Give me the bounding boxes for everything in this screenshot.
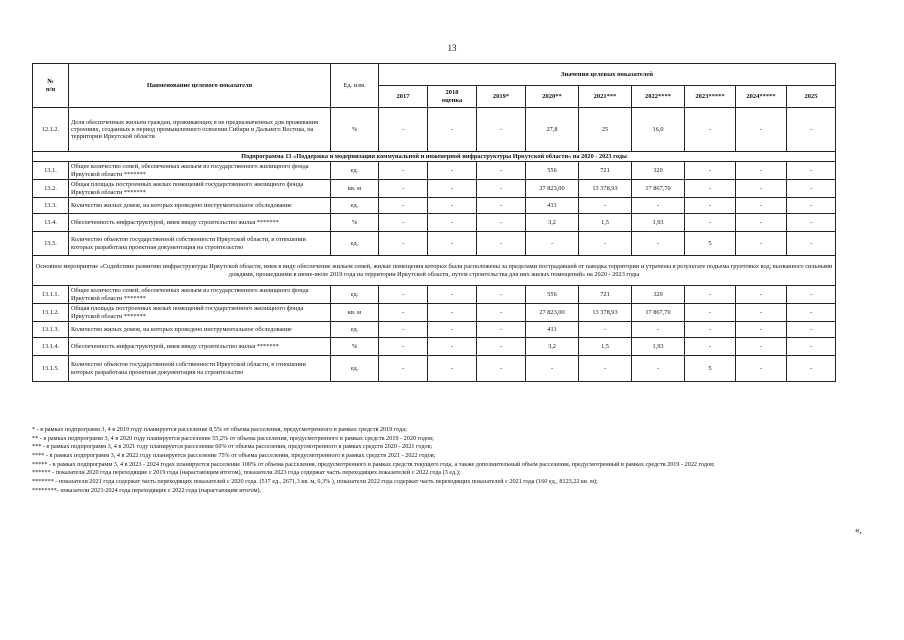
row-value: - bbox=[685, 198, 736, 214]
row-value: - bbox=[736, 286, 787, 304]
row-unit: ед. bbox=[331, 232, 379, 256]
table-row bbox=[33, 304, 836, 322]
row-value: - bbox=[428, 180, 477, 198]
header-year: 2018 оценка bbox=[428, 86, 477, 108]
row-value: - bbox=[526, 356, 579, 382]
row-value: - bbox=[477, 304, 526, 322]
header-year: 2021*** bbox=[579, 86, 632, 108]
footnote: ********- показатели 2023-2024 года переходящие с 2022 года (нарастающим итогом). bbox=[32, 486, 262, 494]
row-value: - bbox=[685, 214, 736, 232]
row-unit: % bbox=[331, 214, 379, 232]
row-value: 27 823,00 bbox=[526, 304, 579, 322]
header-unit: Ед. изм. bbox=[331, 64, 379, 108]
row-unit: % bbox=[331, 108, 379, 152]
row-value: - bbox=[685, 108, 736, 152]
row-value: 3,2 bbox=[526, 214, 579, 232]
row-value: 25 bbox=[579, 108, 632, 152]
row-value: - bbox=[787, 286, 836, 304]
table-row bbox=[33, 180, 836, 198]
row-name: Общее количество семей, обеспеченных жильем из государственного жилищного фонда Иркутской области ******* bbox=[69, 162, 331, 180]
footnote: ** - в рамках подпрограмм 3, 4 в 2020 году планируется расселение 55,2% от объема расселения, предусмотренного в рамках средств 2019 - 2020 годов; bbox=[32, 434, 434, 442]
corner-mark: «, bbox=[855, 525, 862, 535]
row-value: - bbox=[632, 356, 685, 382]
row-value: 17 867,70 bbox=[632, 304, 685, 322]
row-value: - bbox=[736, 162, 787, 180]
row-value: - bbox=[477, 162, 526, 180]
row-value: - bbox=[477, 338, 526, 356]
row-value: - bbox=[579, 198, 632, 214]
row-value: - bbox=[632, 198, 685, 214]
row-name: Количество объектов государственной собственности Иркутской области, в отношении которых разработана проектная документация на строительство bbox=[69, 356, 331, 382]
row-value: 17 867,70 bbox=[632, 180, 685, 198]
header-year: 2017 bbox=[379, 86, 428, 108]
row-name: Доля обеспеченных жильем граждан, проживающих в не предназначенных для проживания строениях, созданных в период промышленного освоения Сибири и Дальнего Востока, на территории Иркутской области bbox=[69, 108, 331, 152]
row-value: - bbox=[685, 162, 736, 180]
row-value: - bbox=[632, 322, 685, 338]
row-value: 556 bbox=[526, 162, 579, 180]
row-value: - bbox=[379, 232, 428, 256]
row-name: Общая площадь построенных жилых помещений государственного жилищного фонда Иркутской области ******* bbox=[69, 304, 331, 322]
footnote: * - в рамках подпрограмм 3, 4 в 2019 году планируется расселение 8,5% от объема расселения, предусмотренного в рамках средств 2019 года; bbox=[32, 426, 407, 433]
row-unit: кв. м bbox=[331, 304, 379, 322]
row-value: 320 bbox=[632, 162, 685, 180]
row-value: 1,5 bbox=[579, 338, 632, 356]
row-value: - bbox=[379, 356, 428, 382]
row-value: - bbox=[428, 322, 477, 338]
header-num: № п/п bbox=[33, 64, 69, 108]
row-name: Общее количество семей, обеспеченных жильем из государственного жилищного фонда Иркутской области ******* bbox=[69, 286, 331, 304]
row-value: 320 bbox=[632, 286, 685, 304]
row-value: - bbox=[379, 338, 428, 356]
row-value: 27 823,00 bbox=[526, 180, 579, 198]
row-value: 27,8 bbox=[526, 108, 579, 152]
row-unit: ед. bbox=[331, 286, 379, 304]
footnote: ****** - показатели 2020 года переходящие с 2019 года (нарастающим итогом), показатели 2023 года содержат часть переходящих показателей с 2022 года (3 ед.); bbox=[32, 469, 461, 477]
row-value: - bbox=[787, 214, 836, 232]
row-value: - bbox=[428, 356, 477, 382]
row-unit: ед. bbox=[331, 198, 379, 214]
row-value: - bbox=[379, 322, 428, 338]
footnote: ******* - показатели 2021 года содержат часть переходящих показателей с 2020 года. (517 ед., 2671,3 кв. м, 0,3% ), показатели 2022 года содержат часть переходящих показателей с 2021 года (160 ед., 8123,22 кв. м); bbox=[32, 478, 598, 486]
table-row bbox=[33, 286, 836, 304]
row-unit: кв. м bbox=[331, 180, 379, 198]
row-value: - bbox=[428, 198, 477, 214]
row-value: - bbox=[379, 198, 428, 214]
row-value: - bbox=[379, 162, 428, 180]
row-value: - bbox=[736, 304, 787, 322]
row-value: - bbox=[685, 322, 736, 338]
row-name: Количество объектов государственной собственности Иркутской области, в отношении которых разработана проектная документация на строительство bbox=[69, 232, 331, 256]
table-row bbox=[33, 356, 836, 382]
row-unit: ед. bbox=[331, 322, 379, 338]
row-value: 1,5 bbox=[579, 214, 632, 232]
header-year: 2023***** bbox=[685, 86, 736, 108]
table-row bbox=[33, 322, 836, 338]
row-value: - bbox=[685, 304, 736, 322]
row-value: - bbox=[736, 338, 787, 356]
row-value: - bbox=[736, 180, 787, 198]
table-row bbox=[33, 338, 836, 356]
footnote: **** - в рамках подпрограмм 3, 4 в 2022 году планируется расселение 75% от объема расселения, предусмотренного в рамках средств 2021 - 2022 годов; bbox=[32, 452, 436, 460]
row-value: - bbox=[632, 232, 685, 256]
row-value: - bbox=[787, 232, 836, 256]
row-value: 721 bbox=[579, 286, 632, 304]
row-value: - bbox=[736, 232, 787, 256]
row-name: Общая площадь построенных жилых помещений государственного жилищного фонда Иркутской области ******* bbox=[69, 180, 331, 198]
row-num: 13.3. bbox=[33, 198, 69, 214]
row-name: Обеспеченность инфраструктурой, имея ввиду строительство жилья ******* bbox=[69, 214, 331, 232]
header-year: 2022**** bbox=[632, 86, 685, 108]
row-value: - bbox=[579, 232, 632, 256]
row-value: - bbox=[579, 356, 632, 382]
row-value: 721 bbox=[579, 162, 632, 180]
row-value: 411 bbox=[526, 198, 579, 214]
header-year: 2025 bbox=[787, 86, 836, 108]
target-indicators-table bbox=[32, 63, 836, 382]
row-value: - bbox=[579, 322, 632, 338]
row-value: - bbox=[787, 180, 836, 198]
row-value: - bbox=[428, 162, 477, 180]
row-value: - bbox=[477, 180, 526, 198]
row-value: - bbox=[379, 304, 428, 322]
page-number: 13 bbox=[447, 43, 457, 53]
row-value: - bbox=[787, 338, 836, 356]
row-value: - bbox=[526, 232, 579, 256]
row-unit: % bbox=[331, 338, 379, 356]
row-value: - bbox=[736, 356, 787, 382]
row-value: - bbox=[379, 286, 428, 304]
row-value: - bbox=[685, 180, 736, 198]
row-value: - bbox=[477, 214, 526, 232]
header-values: Значения целевых показателей bbox=[379, 64, 836, 86]
row-name: Обеспеченность инфраструктурой, имея ввиду строительство жилья ******* bbox=[69, 338, 331, 356]
row-value: - bbox=[428, 108, 477, 152]
measure-title: Основное мероприятие «Содействие развитию инфраструктуры Иркутской области, имея в виду обеспечение жильем семей, жилые помещения которых были расположены за пределами пострадавшей от паводка территории и утрачены в результате подъема грунтовых вод, вызванного сильными дождями, прошедшими в июне-июле 2019 года на территории Иркутской области, путем строительства для них жилых помещений» на 2020 - 2023 годы bbox=[33, 256, 836, 286]
row-num: 13.1.2. bbox=[33, 304, 69, 322]
row-num: 13.1. bbox=[33, 162, 69, 180]
row-value: - bbox=[428, 286, 477, 304]
row-num: 13.1.4. bbox=[33, 338, 69, 356]
row-value: - bbox=[787, 162, 836, 180]
row-num: 12.1.2. bbox=[33, 108, 69, 152]
row-value: - bbox=[477, 198, 526, 214]
row-num: 13.1.1. bbox=[33, 286, 69, 304]
table-row bbox=[33, 214, 836, 232]
row-value: 1,93 bbox=[632, 214, 685, 232]
row-num: 13.4. bbox=[33, 214, 69, 232]
table-row bbox=[33, 232, 836, 256]
row-value: - bbox=[428, 304, 477, 322]
row-value: 16,0 bbox=[632, 108, 685, 152]
row-value: - bbox=[428, 338, 477, 356]
row-num: 13.5. bbox=[33, 232, 69, 256]
row-value: - bbox=[787, 108, 836, 152]
row-value: 5 bbox=[685, 356, 736, 382]
row-value: - bbox=[477, 322, 526, 338]
row-value: - bbox=[477, 108, 526, 152]
row-value: 3,2 bbox=[526, 338, 579, 356]
row-value: - bbox=[736, 322, 787, 338]
row-value: 411 bbox=[526, 322, 579, 338]
row-value: - bbox=[787, 304, 836, 322]
row-value: - bbox=[736, 198, 787, 214]
row-value: - bbox=[379, 180, 428, 198]
header-year: 2020** bbox=[526, 86, 579, 108]
row-value: - bbox=[736, 108, 787, 152]
footnotes bbox=[32, 426, 857, 495]
row-name: Количество жилых домов, на которых проведено инструментальное обследование bbox=[69, 198, 331, 214]
row-value: - bbox=[477, 356, 526, 382]
table-row bbox=[33, 108, 836, 152]
row-value: - bbox=[787, 198, 836, 214]
row-value: - bbox=[477, 286, 526, 304]
table-row bbox=[33, 198, 836, 214]
row-num: 13.1.3. bbox=[33, 322, 69, 338]
header-year: 2024***** bbox=[736, 86, 787, 108]
row-name: Количество жилых домов, на которых проведено инструментальное обследование bbox=[69, 322, 331, 338]
row-value: - bbox=[787, 356, 836, 382]
row-value: 556 bbox=[526, 286, 579, 304]
row-num: 13.1.5. bbox=[33, 356, 69, 382]
row-value: - bbox=[736, 214, 787, 232]
row-value: - bbox=[685, 286, 736, 304]
row-unit: ед. bbox=[331, 162, 379, 180]
header-name: Наименование целевого показателя bbox=[69, 64, 331, 108]
footnote: *** - в рамках подпрограмм 3, 4 в 2021 году планируется расселение 60% от объема расселения, предусмотренного в рамках средств 2020 - 2021 годов; bbox=[32, 443, 433, 451]
section-title: Подпрограмма 13 «Поддержка и модернизация коммунальной и инженерной инфраструктуры Иркутской области» на 2020 - 2023 годы bbox=[33, 152, 836, 162]
row-value: - bbox=[379, 214, 428, 232]
row-value: - bbox=[428, 232, 477, 256]
row-value: - bbox=[379, 108, 428, 152]
row-value: 13 378,93 bbox=[579, 180, 632, 198]
row-unit: ед. bbox=[331, 356, 379, 382]
row-value: - bbox=[787, 322, 836, 338]
table-row bbox=[33, 162, 836, 180]
header-year: 2019* bbox=[477, 86, 526, 108]
row-value: - bbox=[477, 232, 526, 256]
row-value: 13 378,93 bbox=[579, 304, 632, 322]
row-num: 13.2. bbox=[33, 180, 69, 198]
row-value: - bbox=[685, 338, 736, 356]
row-value: - bbox=[428, 214, 477, 232]
row-value: 5 bbox=[685, 232, 736, 256]
footnote: ***** - в рамках подпрограмм 3, 4 в 2023 - 2024 годах планируется расселение 100% от объема расселения, предусмотренного в рамках средств текущего года, а также дополнительный объем расселения, предусмотренный в рамках средств 2019 - 2022 годов; bbox=[32, 460, 715, 468]
row-value: 1,93 bbox=[632, 338, 685, 356]
